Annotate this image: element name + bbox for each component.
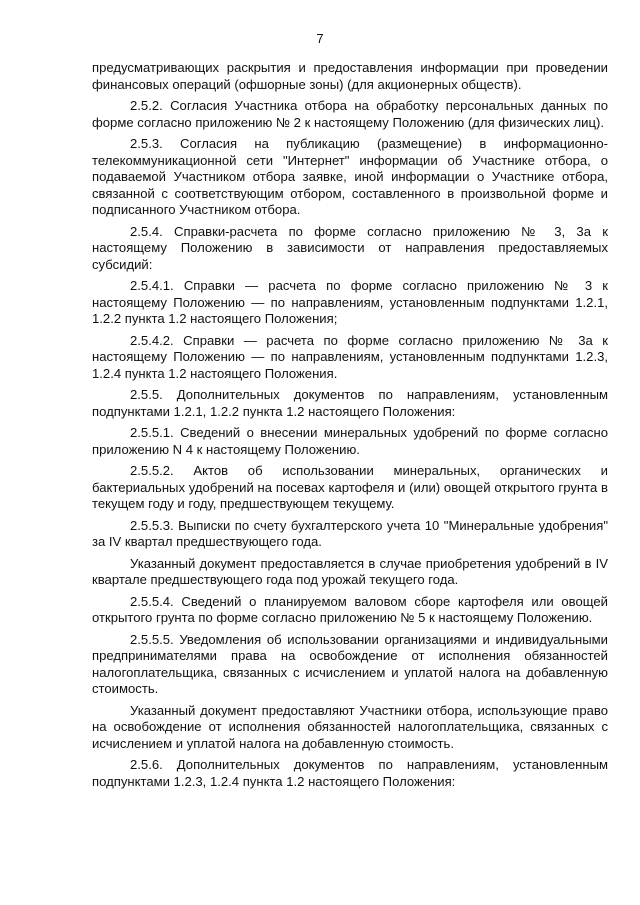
paragraph-2-5-5-3: 2.5.5.3. Выписки по счету бухгалтерского учета 10 "Минеральные удобрения" за IV квартал предшествующего года.: [92, 517, 608, 549]
paragraph-2-5-5-1: 2.5.5.1. Сведений о внесении минеральных удобрений по форме согласно приложению N 4 к настоящему Положению.: [92, 425, 608, 457]
paragraph-2-5-5-5: 2.5.5.5. Уведомления об использовании организациями и индивидуальными предпринимателями права на освобождение от исполнения обязанностей налогоплательщика, связанных с исчислением и уплатой налога на добавленную стоимость.: [92, 631, 608, 696]
paragraph-note-1: Указанный документ предоставляется в случае приобретения удобрений в IV квартале предшествующего года под урожай текущего года.: [92, 555, 608, 587]
paragraph-2-5-5-4: 2.5.5.4. Сведений о планируемом валовом сборе картофеля или овощей открытого грунта по форме согласно приложению № 5 к настоящему Положению.: [92, 593, 608, 625]
paragraph-note-2: Указанный документ предоставляют Участники отбора, использующие право на освобождение от исполнения обязанностей налогоплательщика, связанных с исчислением и уплатой налога на добавленную стоимость.: [92, 702, 608, 751]
page-number: 7: [316, 31, 324, 46]
paragraph-2-5-5: 2.5.5. Дополнительных документов по направлениям, установленным подпунктами 1.2.1, 1.2.2 пункта 1.2 настоящего Положения:: [92, 387, 608, 419]
paragraph-2-5-2: 2.5.2. Согласия Участника отбора на обработку персональных данных по форме согласно приложению № 2 к настоящему Положению (для физических лиц).: [92, 98, 608, 130]
paragraph-2-5-6: 2.5.6. Дополнительных документов по направлениям, установленным подпунктами 1.2.3, 1.2.4 пункта 1.2 настоящего Положения:: [92, 757, 608, 789]
paragraph-2-5-3: 2.5.3. Согласия на публикацию (размещение) в информационно-телекоммуникационной сети "Интернет" информации об Участнике отбора, о подаваемой Участником отбора заявке, иной информации о Участнике отбора, связанной с соответствующим отбором, составленного в произвольной форме и подписанного Участником отбора.: [92, 136, 608, 217]
document-body: [92, 60, 608, 795]
paragraph-2-5-4-1: 2.5.4.1. Справки — расчета по форме согласно приложению № 3 к настоящему Положению — по направлениям, установленным подпунктами 1.2.1, 1.2.2 пункта 1.2 настоящего Положения;: [92, 278, 608, 326]
paragraph-continuation: предусматривающих раскрытия и предоставления информации при проведении финансовых операций (офшорные зоны) (для акционерных обществ).: [92, 60, 608, 92]
paragraph-2-5-4: 2.5.4. Справки-расчета по форме согласно приложению № 3, 3а к настоящему Положению в зависимости от направления предоставляемых субсидий:: [92, 223, 608, 272]
paragraph-2-5-4-2: 2.5.4.2. Справки — расчета по форме согласно приложению № 3а к настоящему Положению — по направлениям, установленным подпунктами 1.2.3, 1.2.4 пункта 1.2 настоящего Положения.: [92, 332, 608, 381]
paragraph-2-5-5-2: 2.5.5.2. Актов об использовании минеральных, органических и бактериальных удобрений на посевах картофеля и (или) овощей открытого грунта в текущем году и году, предшествующем текущему.: [92, 463, 608, 511]
